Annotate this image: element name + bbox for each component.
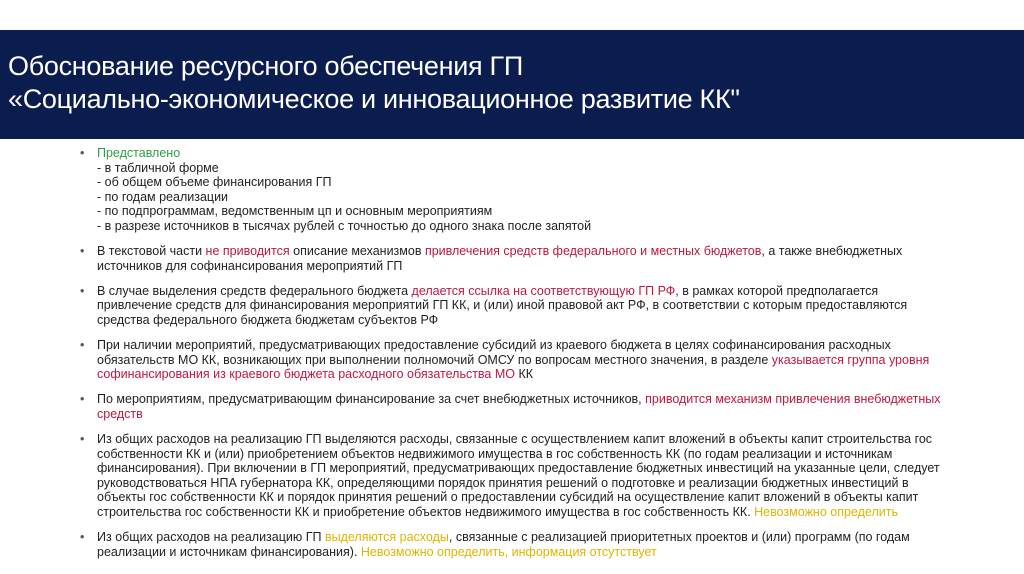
slide-title-line-1: Обоснование ресурсного обеспечения ГП <box>8 51 523 81</box>
bullet-presented-item: - об общем объеме финансирования ГП <box>97 175 332 190</box>
highlight-text: не приводится <box>205 244 290 259</box>
bullet-presented-item: - в разрезе источников в тысячах рублей с точностью до одного знака после запятой <box>97 218 592 233</box>
bullet-text-part <box>80 244 946 273</box>
bullet-text: описание механизмов <box>289 244 425 259</box>
bullet-subsidies <box>80 338 946 382</box>
bullet-text: При наличии мероприятий, предусматривающих предоставление субсидий из краевого бюджета в целях софинансирования расходных обязательств МО КК, возникающих при выполнении полномочий ОМСУ по вопросам местного значения, в разделе <box>97 338 891 367</box>
bullet-presented-item: - в табличной форме <box>97 160 219 175</box>
bullet-text: Из общих расходов на реализацию ГП выделяются расходы, связанные с осуществлением капит вложений в объекты капит строительства гос собственности КК и (или) приобретением объектов недвижимого имущества в гос собственность КК (по годам реализации и источникам финансирования). При включении в ГП мероприятий, предусматривающих предоставление бюджетных инвестиций на указанные цели, следует руководствоваться НПА губернатора КК, определяющими порядок принятия решений о подготовке и реализации бюджетных инвестиций в объекты гос собственности КК и порядок принятия решений о предоставлении субсидий на осуществление капит вложений в объекты капит строительства гос собственности КК и приобретение объектов недвижимого имущества в гос собственность КК. <box>97 432 940 519</box>
slide-content <box>80 146 946 570</box>
highlight-text: указывается группа уровня софинансирования из краевого бюджета расходного обязательства МО <box>97 352 930 382</box>
highlight-text: приводится механизм привлечения внебюджетных средств <box>97 392 941 421</box>
bullet-presented-label: • Представлено <box>97 146 181 160</box>
bullet-text: По мероприятиям, предусматривающим финансирование за счет внебюджетных источников, <box>97 392 646 407</box>
bullet-presented-item: - по годам реализации <box>97 189 229 204</box>
slide-header <box>0 30 1024 139</box>
bullet-extrabudgetary <box>80 392 946 421</box>
bullet-text: , в рамках которой предполагается привлечение средств для финансирования мероприятий ГП КК, и (или) иной правовой акт РФ, в соответствии с которым предоставляются средства федерального бюджета бюджетам субъектов РФ <box>97 283 908 327</box>
bullet-text: , связанные с реализацией приоритетных проектов и (или) программ (по годам реализации и источникам финансирования). <box>97 530 910 559</box>
highlight-text: Невозможно определить <box>754 504 898 519</box>
bullet-text: В текстовой части <box>97 244 206 259</box>
highlight-text: делается ссылка на соответствующую ГП РФ <box>411 283 676 298</box>
bullet-text: , а также внебюджетных источников для софинансирования мероприятий ГП <box>97 244 903 273</box>
highlight-text: выделяются расходы <box>324 530 449 545</box>
bullet-capital-investments <box>80 432 946 520</box>
slide-title-line-2: «Социально-экономическое и инновационное развитие КК" <box>8 84 740 114</box>
bullet-text: В случае выделения средств федерального бюджета <box>97 283 412 298</box>
highlight-text: Невозможно определить, информация отсутствует <box>360 544 657 559</box>
bullet-presented <box>80 146 946 234</box>
bullet-text: КК <box>515 367 534 382</box>
bullet-text: Из общих расходов на реализацию ГП <box>97 530 325 545</box>
bullet-priority-projects <box>80 530 946 559</box>
highlight-text: привлечения средств федерального и местных бюджетов <box>424 244 762 259</box>
bullet-presented-item: - по подпрограммам, ведомственным цп и основным мероприятиям <box>97 204 493 219</box>
bullet-federal-budget <box>80 284 946 328</box>
